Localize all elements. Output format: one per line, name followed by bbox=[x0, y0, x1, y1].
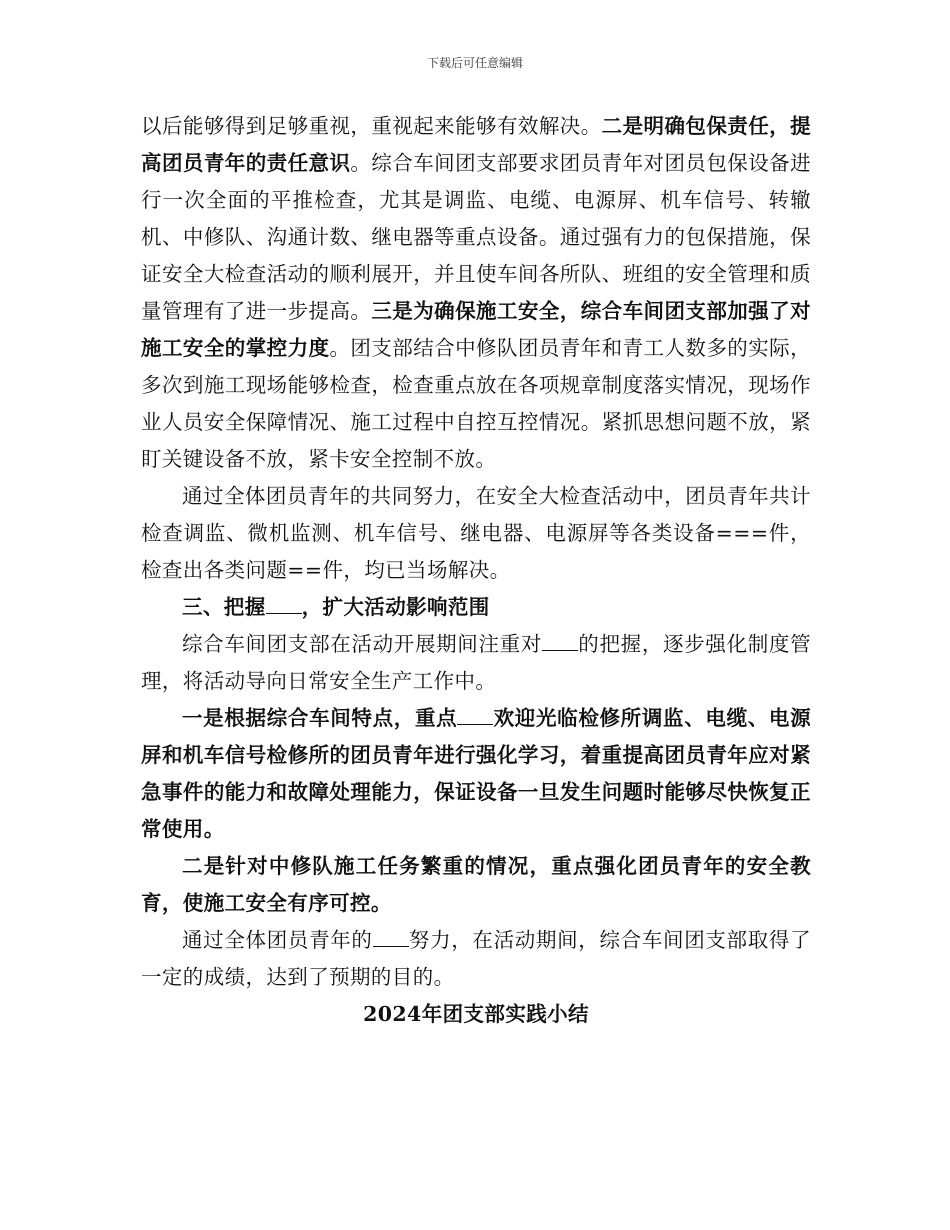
paragraph-4-text-1: 综合车间团支部在活动开展期间注重对 bbox=[182, 632, 543, 656]
paragraph-1-text-3: 。团支部结合中修队团员青年和青工人数多的实际，多次到施工现场能够检查，检查重点放在各项规章制度落实情况，现场作业人员安全保障情况、施工过程中自控互控情况。紧抓思想问题不放，紧盯关键设备不放，紧卡安全控制不放。 bbox=[141, 336, 811, 471]
paragraph-2: 通过全体团员青年的共同努力，在安全大检查活动中，团员青年共计检查调监、微机监测、机车信号、继电器、电源屏等各类设备===件，检查出各类问题==件，均已当场解决。 bbox=[141, 484, 811, 582]
paragraph-7 bbox=[141, 922, 811, 996]
section-heading-3 bbox=[141, 589, 811, 626]
section-title: 2024年团支部实践小结 bbox=[363, 1002, 589, 1026]
paragraph-4-text-2: 的把握，逐步强化制度管理，将活动导向日常安全生产工作中。 bbox=[141, 632, 811, 693]
paragraph-1-bold-1: 二是明确包保责任，提高团员青年的责任意识 bbox=[141, 114, 812, 175]
paragraph-4 bbox=[141, 626, 811, 700]
paragraph-6: 二是针对中修队施工任务繁重的情况，重点强化团员青年的安全教育，使施工安全有序可控。 bbox=[141, 854, 811, 915]
header-note: 下载后可任意编辑 bbox=[426, 56, 523, 70]
paragraph-5-text-2: 欢迎光临检修所调监、电缆、电源屏和机车信号检修所的团员青年进行强化学习，着重提高团员青年应对紧急事件的能力和故障处理能力，保证设备一旦发生问题时能够尽快恢复正常使用。 bbox=[141, 706, 812, 841]
paragraph-7-text-2: 努力，在活动期间，综合车间团支部取得了一定的成绩，达到了预期的目的。 bbox=[141, 928, 811, 989]
paragraph-7-text-1: 通过全体团员青年的 bbox=[182, 928, 373, 952]
paragraph-1 bbox=[141, 108, 811, 478]
paragraph-5 bbox=[141, 700, 811, 848]
paragraph-1-text-2: 。综合车间团支部要求团员青年对团员包保设备进行一次全面的平推检查，尤其是调监、电缆、电源屏、机车信号、转辙机、中修队、沟通计数、继电器等重点设备。通过强有力的包保措施，保证安全大检查活动的顺利展开，并且使车间各所队、班组的安全管理和质量管理有了进一步提高。 bbox=[141, 151, 811, 323]
document-body bbox=[141, 108, 811, 1033]
paragraph-1-bold-2: 三是为确保施工安全，综合车间团支部加强了对施工安全的掌控力度 bbox=[141, 299, 811, 360]
heading-3-text-2: ，扩大活动影响范围 bbox=[301, 595, 490, 619]
blank-underline bbox=[457, 706, 493, 725]
blank-underline bbox=[373, 928, 409, 947]
blank-underline bbox=[266, 595, 302, 614]
heading-3-text-1: 三、把握 bbox=[182, 595, 266, 619]
paragraph-5-text-1: 一是根据综合车间特点，重点 bbox=[182, 706, 458, 730]
blank-underline bbox=[542, 632, 578, 651]
paragraph-1-text-1: 以后能够得到足够重视，重视起来能够有效解决。 bbox=[141, 114, 602, 138]
